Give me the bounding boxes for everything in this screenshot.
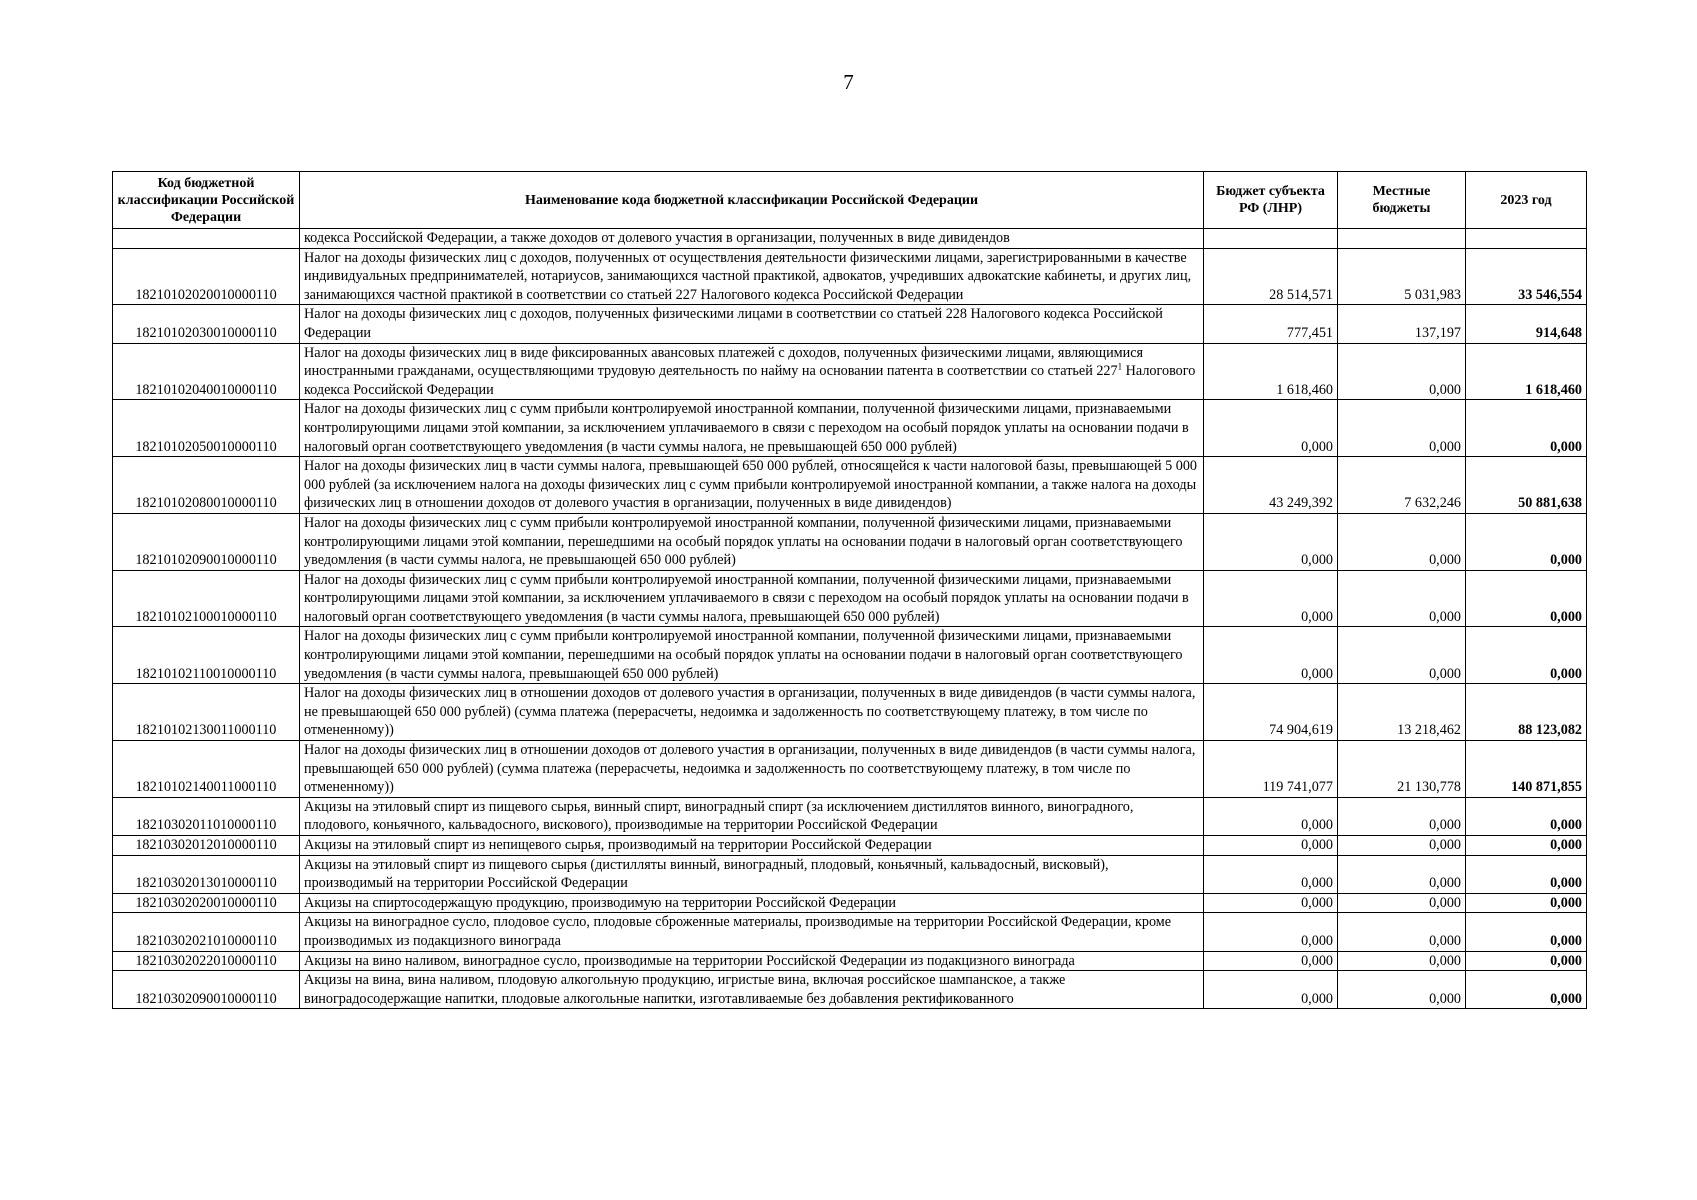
cell-local-budgets: 0,000 [1338, 893, 1466, 913]
cell-total: 0,000 [1466, 627, 1587, 684]
cell-local-budgets: 0,000 [1338, 513, 1466, 570]
table-row [113, 951, 1587, 971]
cell-name-tail: Налогового кодекса Российской Федерации [304, 363, 1196, 398]
cell-subject-budget: 0,000 [1204, 913, 1338, 951]
cell-code: 18210102040010000110 [113, 343, 300, 400]
cell-code: 18210102020010000110 [113, 248, 300, 305]
cell-code: 18210102090010000110 [113, 513, 300, 570]
cell-subject-budget: 0,000 [1204, 570, 1338, 627]
cell-name: Налог на доходы физических лиц с сумм прибыли контролируемой иностранной компании, полученной физическими лицами, признаваемыми контролирующими лицами этой компании, перешедшими на особый порядок уплаты на основании подачи в налоговый орган соответствующего уведомления (в части суммы налога, не превышающей 650 000 рублей) [300, 513, 1204, 570]
cell-subject-budget: 0,000 [1204, 797, 1338, 835]
cell-name: Акцизы на вина, вина наливом, плодовую алкогольную продукцию, игристые вина, включая российское шампанское, а также виноградосодержащие напитки, плодовые алкогольные напитки, изготавливаемые без добавления ректификованного [300, 971, 1204, 1009]
cell-local-budgets: 0,000 [1338, 343, 1466, 400]
cell-total: 914,648 [1466, 305, 1587, 343]
page-number: 7 [843, 70, 854, 94]
table-row [113, 343, 1587, 400]
cell-name: Акцизы на вино наливом, виноградное сусло, производимые на территории Российской Федерации из подакцизного винограда [300, 951, 1204, 971]
cell-local-budgets: 21 130,778 [1338, 741, 1466, 798]
table-row [113, 741, 1587, 798]
cell-total: 0,000 [1466, 971, 1587, 1009]
cell-total: 1 618,460 [1466, 343, 1587, 400]
cell-name: Акцизы на спиртосодержащую продукцию, производимую на территории Российской Федерации [300, 893, 1204, 913]
cell-total: 0,000 [1466, 893, 1587, 913]
cell-total: 0,000 [1466, 951, 1587, 971]
cell-name: кодекса Российской Федерации, а также доходов от долевого участия в организации, полученных в виде дивидендов [300, 229, 1204, 249]
cell-local-budgets: 0,000 [1338, 971, 1466, 1009]
cell-subject-budget: 777,451 [1204, 305, 1338, 343]
cell-name: Налог на доходы физических лиц с сумм прибыли контролируемой иностранной компании, полученной физическими лицами, признаваемыми контролирующими лицами этой компании, за исключением уплачиваемого в связи с переходом на особый порядок уплаты на основании подачи в налоговый орган соответствующего уведомления (в части суммы налога, превышающей 650 000 рублей) [300, 570, 1204, 627]
cell-subject-budget: 0,000 [1204, 627, 1338, 684]
cell-local-budgets: 0,000 [1338, 797, 1466, 835]
cell-local-budgets: 0,000 [1338, 913, 1466, 951]
header-name: Наименование кода бюджетной классификации Российской Федерации [300, 172, 1204, 229]
header-year: 2023 год [1466, 172, 1587, 229]
budget-classification-table [112, 171, 1587, 1009]
article-superscript: 1 [1117, 361, 1123, 372]
cell-name: Налог на доходы физических лиц с сумм прибыли контролируемой иностранной компании, полученной физическими лицами, признаваемыми контролирующими лицами этой компании, за исключением уплачиваемого в связи с переходом на особый порядок уплаты на основании подачи в налоговый орган соответствующего уведомления (в части суммы налога, не превышающей 650 000 рублей) [300, 400, 1204, 457]
header-local-budgets: Местные бюджеты [1338, 172, 1466, 229]
cell-code: 18210302020010000110 [113, 893, 300, 913]
cell-code: 18210302012010000110 [113, 836, 300, 856]
cell-name: Налог на доходы физических лиц в отношении доходов от долевого участия в организации, полученных в виде дивидендов (в части суммы налога, превышающей 650 000 рублей) (сумма платежа (перерасчеты, недоимка и задолженность по соответствующему платежу, в том числе по отмененному)) [300, 741, 1204, 798]
cell-subject-budget: 0,000 [1204, 400, 1338, 457]
table-row [113, 836, 1587, 856]
table-header-row [113, 172, 1587, 229]
cell-local-budgets [1338, 229, 1466, 249]
cell-local-budgets: 0,000 [1338, 627, 1466, 684]
cell-total: 50 881,638 [1466, 457, 1587, 514]
table-row [113, 971, 1587, 1009]
cell-subject-budget: 43 249,392 [1204, 457, 1338, 514]
cell-name: Налог на доходы физических лиц с доходов, полученных от осуществления деятельности физическими лицами, зарегистрированными в качестве индивидуальных предпринимателей, нотариусов, занимающихся частной практикой, адвокатов, учредивших адвокатские кабинеты, и других лиц, занимающихся частной практикой в соответствии со статьей 227 Налогового кодекса Российской Федерации [300, 248, 1204, 305]
cell-code: 18210102110010000110 [113, 627, 300, 684]
cell-local-budgets: 0,000 [1338, 836, 1466, 856]
cell-total: 88 123,082 [1466, 684, 1587, 741]
table-body [113, 229, 1587, 1009]
cell-total: 0,000 [1466, 855, 1587, 893]
cell-name: Акцизы на виноградное сусло, плодовое сусло, плодовые сброженные материалы, производимые на территории Российской Федерации, кроме производимых из подакцизного винограда [300, 913, 1204, 951]
cell-code: 18210102080010000110 [113, 457, 300, 514]
cell-local-budgets: 5 031,983 [1338, 248, 1466, 305]
cell-name: Акцизы на этиловый спирт из пищевого сырья, винный спирт, виноградный спирт (за исключением дистиллятов винного, виноградного, плодового, коньячного, кальвадосного, вискового), производимые на территории Российской Федерации [300, 797, 1204, 835]
cell-code: 18210302022010000110 [113, 951, 300, 971]
table-row [113, 400, 1587, 457]
cell-code: 18210302090010000110 [113, 971, 300, 1009]
cell-total: 0,000 [1466, 400, 1587, 457]
cell-local-budgets: 13 218,462 [1338, 684, 1466, 741]
cell-local-budgets: 0,000 [1338, 400, 1466, 457]
cell-code: 18210302011010000110 [113, 797, 300, 835]
cell-local-budgets: 0,000 [1338, 855, 1466, 893]
table-row [113, 627, 1587, 684]
cell-total [1466, 229, 1587, 249]
cell-subject-budget: 0,000 [1204, 836, 1338, 856]
cell-code: 18210302021010000110 [113, 913, 300, 951]
table-row [113, 457, 1587, 514]
table-row [113, 797, 1587, 835]
cell-name: Налог на доходы физических лиц в части суммы налога, превышающей 650 000 рублей, относящейся к части налоговой базы, превышающей 5 000 000 рублей (за исключением налога на доходы физических лиц с сумм прибыли контролируемой иностранной компании, а также налога на доходы физических лиц в отношении доходов от долевого участия в организации, полученных в виде дивидендов) [300, 457, 1204, 514]
cell-subject-budget [1204, 229, 1338, 249]
cell-local-budgets: 7 632,246 [1338, 457, 1466, 514]
cell-name [300, 343, 1204, 400]
cell-name: Налог на доходы физических лиц в отношении доходов от долевого участия в организации, полученных в виде дивидендов (в части суммы налога, не превышающей 650 000 рублей) (сумма платежа (перерасчеты, недоимка и задолженность по соответствующему платежу, в том числе по отмененному)) [300, 684, 1204, 741]
table-row [113, 248, 1587, 305]
cell-total: 0,000 [1466, 513, 1587, 570]
table-row [113, 913, 1587, 951]
cell-subject-budget: 0,000 [1204, 893, 1338, 913]
cell-code: 18210102100010000110 [113, 570, 300, 627]
table-row [113, 893, 1587, 913]
cell-subject-budget: 28 514,571 [1204, 248, 1338, 305]
cell-code: 18210102050010000110 [113, 400, 300, 457]
table-row [113, 229, 1587, 249]
cell-subject-budget: 0,000 [1204, 971, 1338, 1009]
cell-name: Акцизы на этиловый спирт из непищевого сырья, производимый на территории Российской Федерации [300, 836, 1204, 856]
cell-subject-budget: 0,000 [1204, 513, 1338, 570]
cell-name-text: Налог на доходы физических лиц в виде фиксированных авансовых платежей с доходов, полученных физическими лицами, являющимися иностранными гражданами, осуществляющими трудовую деятельность по найму на основании патента в соответствии со статьей 227 [304, 344, 1144, 380]
cell-code [113, 229, 300, 249]
cell-total: 0,000 [1466, 836, 1587, 856]
cell-code: 18210102140011000110 [113, 741, 300, 798]
cell-code: 18210102030010000110 [113, 305, 300, 343]
table-row [113, 305, 1587, 343]
header-code: Код бюджетной классификации Российской Федерации [113, 172, 300, 229]
cell-local-budgets: 137,197 [1338, 305, 1466, 343]
table-row [113, 513, 1587, 570]
cell-subject-budget: 1 618,460 [1204, 343, 1338, 400]
cell-total: 33 546,554 [1466, 248, 1587, 305]
cell-subject-budget: 119 741,077 [1204, 741, 1338, 798]
cell-name: Акцизы на этиловый спирт из пищевого сырья (дистилляты винный, виноградный, плодовый, коньячный, кальвадосный, висковый), производимый на территории Российской Федерации [300, 855, 1204, 893]
header-subject-budget: Бюджет субъекта РФ (ЛНР) [1204, 172, 1338, 229]
cell-name: Налог на доходы физических лиц с доходов, полученных физическими лицами в соответствии со статьей 228 Налогового кодекса Российской Федерации [300, 305, 1204, 343]
cell-local-budgets: 0,000 [1338, 951, 1466, 971]
cell-local-budgets: 0,000 [1338, 570, 1466, 627]
table-row [113, 570, 1587, 627]
cell-code: 18210302013010000110 [113, 855, 300, 893]
cell-total: 140 871,855 [1466, 741, 1587, 798]
cell-subject-budget: 74 904,619 [1204, 684, 1338, 741]
table-row [113, 855, 1587, 893]
cell-code: 18210102130011000110 [113, 684, 300, 741]
cell-total: 0,000 [1466, 913, 1587, 951]
cell-subject-budget: 0,000 [1204, 951, 1338, 971]
cell-subject-budget: 0,000 [1204, 855, 1338, 893]
cell-total: 0,000 [1466, 797, 1587, 835]
cell-name: Налог на доходы физических лиц с сумм прибыли контролируемой иностранной компании, полученной физическими лицами, признаваемыми контролирующими лицами этой компании, перешедшими на особый порядок уплаты на основании подачи в налоговый орган соответствующего уведомления (в части суммы налога, превышающей 650 000 рублей) [300, 627, 1204, 684]
cell-total: 0,000 [1466, 570, 1587, 627]
table-row [113, 684, 1587, 741]
